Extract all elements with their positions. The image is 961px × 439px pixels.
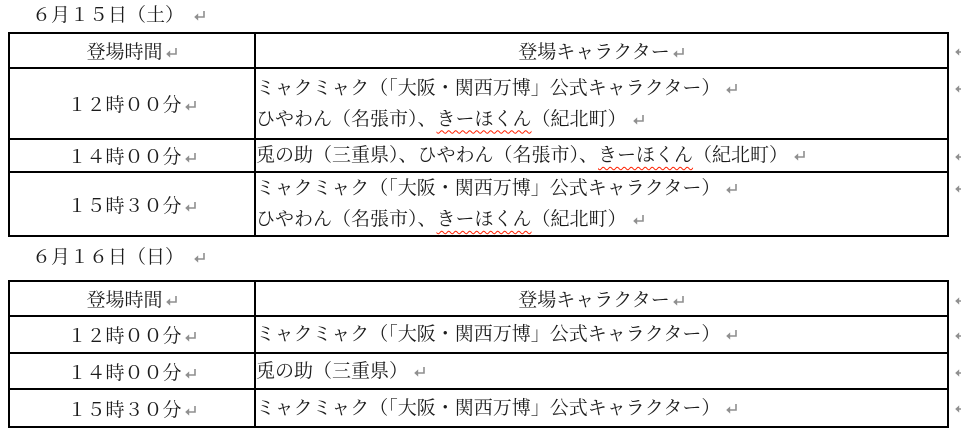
return-mark-icon [184, 363, 197, 385]
return-mark-icon [672, 290, 685, 312]
row-end-mark-icon [954, 401, 961, 413]
schedule-table-june16 [8, 280, 949, 428]
time-text: １５時３０分 [67, 195, 182, 217]
line-text: （紀北町） [693, 145, 789, 166]
time-cell[interactable] [9, 172, 255, 236]
line-text: 兎の助（三重県） [256, 360, 409, 382]
return-mark-icon [725, 393, 738, 424]
time-text: １５時３０分 [67, 399, 182, 421]
header-cell-time[interactable] [9, 281, 255, 316]
return-mark-icon [793, 140, 806, 171]
line-text: （紀北町） [531, 209, 627, 230]
return-mark-icon [184, 196, 197, 218]
schedule-table-june15 [8, 32, 949, 237]
characters-cell[interactable] [255, 353, 948, 389]
section-title-text: ６月１６日（日） [32, 247, 185, 268]
time-text: １２時００分 [67, 95, 182, 116]
return-mark-icon [672, 42, 685, 64]
characters-cell[interactable] [255, 389, 948, 427]
return-mark-icon [725, 319, 738, 350]
table-row [9, 172, 948, 236]
cell-line [256, 356, 947, 387]
return-mark-icon [165, 290, 178, 312]
line-text: （紀北町） [531, 108, 627, 130]
line-text: ひやわん（名張市）、 [256, 108, 437, 130]
time-text: １２時００分 [67, 326, 182, 347]
cell-line [256, 73, 947, 104]
return-mark-icon [184, 95, 197, 117]
table-header-row [9, 33, 948, 68]
table-header-row [9, 281, 948, 316]
header-text: 登場キャラクター [518, 42, 670, 63]
header-cell-characters[interactable] [255, 281, 948, 316]
characters-cell[interactable] [255, 172, 948, 236]
row-end-mark-icon [954, 149, 961, 161]
row-end-mark-icon [954, 81, 961, 93]
line-text: ミャクミャク（「大阪・関西万博」公式キャラクター） [256, 324, 721, 345]
section-title-text: ６月１５日（土） [32, 5, 185, 26]
table-row [9, 389, 948, 427]
row-end-mark-icon [954, 44, 961, 56]
cell-line [256, 140, 947, 171]
return-mark-icon [193, 4, 206, 28]
misspelled-text: きーほくん [598, 145, 694, 166]
time-cell[interactable] [9, 139, 255, 172]
time-cell[interactable] [9, 389, 255, 427]
time-text: １４時００分 [67, 147, 182, 168]
section-title-june15[interactable] [32, 4, 206, 28]
header-text: 登場キャラクター [518, 290, 670, 311]
return-mark-icon [184, 326, 197, 348]
line-text: ミャクミャク（「大阪・関西万博」公式キャラクター） [256, 397, 721, 419]
characters-cell[interactable] [255, 316, 948, 353]
line-text: 兎の助（三重県）、ひやわん（名張市）、 [256, 145, 599, 166]
line-text: ミャクミャク（「大阪・関西万博」公式キャラクター） [256, 77, 721, 99]
return-mark-icon [632, 204, 645, 235]
header-cell-characters[interactable] [255, 33, 948, 68]
table-row [9, 353, 948, 389]
time-cell[interactable] [9, 316, 255, 353]
return-mark-icon [184, 147, 197, 169]
line-text: ひやわん（名張市）、 [256, 209, 437, 230]
table-row [9, 68, 948, 139]
table-row [9, 316, 948, 353]
row-end-mark-icon [954, 293, 961, 305]
time-cell[interactable] [9, 353, 255, 389]
row-end-mark-icon [954, 365, 961, 377]
cell-line [256, 319, 947, 350]
header-text: 登場時間 [86, 290, 163, 311]
line-text: ミャクミャク（「大阪・関西万博」公式キャラクター） [256, 178, 721, 199]
cell-line [256, 393, 947, 424]
characters-cell[interactable] [255, 68, 948, 139]
misspelled-text: きーほくん [436, 108, 532, 130]
time-cell[interactable] [9, 68, 255, 139]
table-row [9, 139, 948, 172]
time-text: １４時００分 [67, 362, 182, 384]
return-mark-icon [184, 400, 197, 422]
return-mark-icon [165, 42, 178, 64]
row-end-mark-icon [954, 328, 961, 340]
section-title-june16[interactable] [32, 246, 206, 270]
return-mark-icon [725, 73, 738, 104]
return-mark-icon [632, 104, 645, 135]
header-cell-time[interactable] [9, 33, 255, 68]
return-mark-icon [413, 356, 426, 387]
cell-line [256, 173, 947, 204]
cell-line [256, 204, 947, 235]
row-end-mark-icon [954, 181, 961, 193]
header-text: 登場時間 [86, 42, 163, 63]
return-mark-icon [193, 246, 206, 270]
characters-cell[interactable] [255, 139, 948, 172]
return-mark-icon [725, 173, 738, 204]
cell-line [256, 104, 947, 135]
misspelled-text: きーほくん [436, 209, 532, 230]
